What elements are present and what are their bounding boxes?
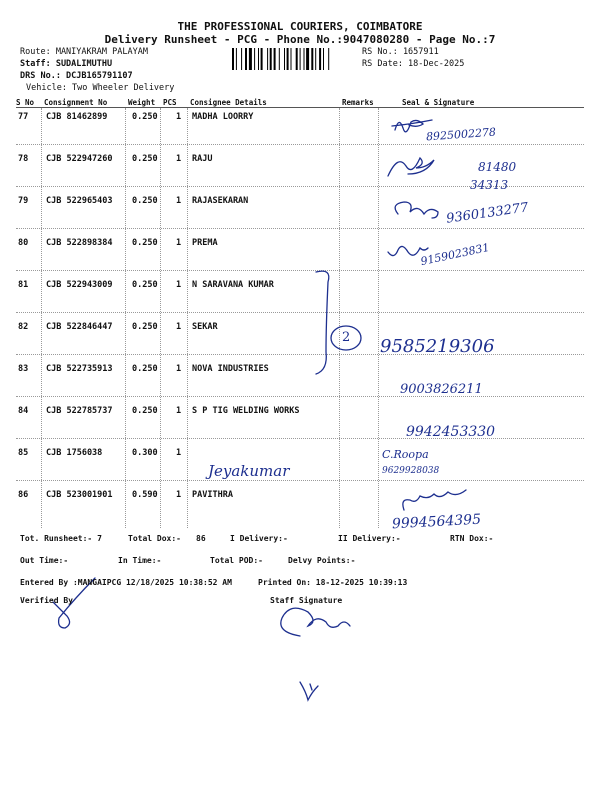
total-pod: Total POD:- xyxy=(210,556,263,565)
route-label: Route: MANIYAKRAM PALAYAM xyxy=(20,47,148,57)
row-weight: 0.250 xyxy=(132,406,158,416)
row-pcs: 1 xyxy=(176,490,182,500)
row-pcs: 1 xyxy=(176,196,182,206)
phone-80: 9159023831 xyxy=(419,240,491,269)
drs-number: DRS No.: DCJB165791107 xyxy=(20,71,133,81)
total-runsheet: Tot. Runsheet:- 7 xyxy=(20,534,102,543)
row-sno: 77 xyxy=(18,112,29,122)
company-title: THE PROFESSIONAL COURIERS, COIMBATORE xyxy=(177,20,423,33)
row-sno: 84 xyxy=(18,406,29,416)
row-sno: 79 xyxy=(18,196,29,206)
row-consignee: N SARAVANA KUMAR xyxy=(192,280,274,290)
row-consignee: PAVITHRA xyxy=(192,490,233,500)
signature-78 xyxy=(388,158,434,176)
total-dox-label: Total Dox:- xyxy=(128,534,181,543)
row-consignee: SEKAR xyxy=(192,322,218,332)
phone-86: 9994564395 xyxy=(391,511,482,533)
remark-85: Jeyakumar xyxy=(208,462,290,480)
stray-mark xyxy=(300,682,318,700)
row-consignment-no: CJB 522735913 xyxy=(46,364,113,374)
row-weight: 0.250 xyxy=(132,154,158,164)
signature-86 xyxy=(403,490,466,510)
row-sno: 78 xyxy=(18,154,29,164)
phone-78a: 81480 xyxy=(478,160,517,174)
col-consignment: Consignment No xyxy=(44,98,108,107)
row-weight: 0.300 xyxy=(132,448,158,458)
phone-77: 8925002278 xyxy=(425,125,497,144)
row-pcs: 1 xyxy=(176,322,182,332)
row-consignee: RAJASEKARAN xyxy=(192,196,249,206)
phone-83: 9003826211 xyxy=(400,382,483,397)
row-consignee: S P TIG WELDING WORKS xyxy=(192,406,300,416)
row-consignment-no: CJB 522846447 xyxy=(46,322,113,332)
rtn-dox: RTN Dox:- xyxy=(450,534,494,543)
phone-79: 9360133277 xyxy=(445,200,530,227)
phone-78b: 34313 xyxy=(470,178,509,192)
row-consignment-no: CJB 522965403 xyxy=(46,196,113,206)
row-pcs: 1 xyxy=(176,406,182,416)
col-sno: S No xyxy=(16,98,35,107)
row-consignee: NOVA INDUSTRIES xyxy=(192,364,269,374)
row-consignment-no: CJB 523001901 xyxy=(46,490,113,500)
row-weight: 0.250 xyxy=(132,364,158,374)
row-consignment-no: CJB 522947260 xyxy=(46,154,113,164)
row-sno: 80 xyxy=(18,238,29,248)
in-time: In Time:- xyxy=(118,556,162,565)
row-pcs: 1 xyxy=(176,154,182,164)
row-consignment-no: CJB 522898384 xyxy=(46,238,113,248)
row-sno: 83 xyxy=(18,364,29,374)
signature-79 xyxy=(395,202,438,218)
printed-on: Printed On: 18-12-2025 10:39:13 xyxy=(258,578,408,587)
col-remarks: Remarks xyxy=(342,98,374,107)
row-sno: 86 xyxy=(18,490,29,500)
row-weight: 0.250 xyxy=(132,112,158,122)
out-time: Out Time:- xyxy=(20,556,69,565)
row-weight: 0.590 xyxy=(132,490,158,500)
ii-delivery: II Delivery:- xyxy=(338,534,401,543)
verified-by-label: Verified By xyxy=(20,596,73,605)
row-pcs: 1 xyxy=(176,280,182,290)
col-pcs: PCS xyxy=(163,98,177,107)
row-weight: 0.250 xyxy=(132,196,158,206)
col-consignee: Consignee Details xyxy=(190,98,267,107)
delvy-points: Delvy Points:- xyxy=(288,556,356,565)
row-weight: 0.250 xyxy=(132,322,158,332)
row-consignment-no: CJB 1756038 xyxy=(46,448,103,458)
col-weight: Weight xyxy=(128,98,156,107)
col-seal-signature: Seal & Signature xyxy=(402,98,475,107)
row-consignment-no: CJB 522785737 xyxy=(46,406,113,416)
row-consignment-no: CJB 81462899 xyxy=(46,112,108,122)
row-consignee: PREMA xyxy=(192,238,218,248)
phone-82: 9585219306 xyxy=(380,336,495,357)
bracket-81-83 xyxy=(316,271,329,374)
phone-85: 9629928038 xyxy=(382,466,440,476)
row-consignee: RAJU xyxy=(192,154,213,164)
staff-label: Staff: SUDALIMUTHU xyxy=(20,59,113,69)
staff-signature-label: Staff Signature xyxy=(270,596,343,605)
row-pcs: 1 xyxy=(176,238,182,248)
rs-date: RS Date: 18-Dec-2025 xyxy=(362,59,465,69)
row-consignee: MADHA LOORRY xyxy=(192,112,254,122)
entered-by: Entered By :MANGAIPCG 12/18/2025 10:38:52 AM xyxy=(20,578,232,587)
vehicle-label: Vehicle: Two Wheeler Delivery xyxy=(26,83,175,93)
i-delivery: I Delivery:- xyxy=(230,534,288,543)
row-sno: 82 xyxy=(18,322,29,332)
row-consignment-no: CJB 522943009 xyxy=(46,280,113,290)
rs-number: RS No.: 1657911 xyxy=(362,47,439,57)
runsheet-title: Delivery Runsheet - PCG - Phone No.:9047080280 - Page No.:7 xyxy=(104,33,496,46)
recipient-name-85: C.Roopa xyxy=(382,448,429,461)
staff-signature-mark xyxy=(281,608,350,636)
phone-84: 9942453330 xyxy=(406,424,496,440)
row-pcs: 1 xyxy=(176,112,182,122)
group-number: 2 xyxy=(342,330,351,345)
total-dox-value: 86 xyxy=(196,534,206,543)
row-sno: 81 xyxy=(18,280,29,290)
row-weight: 0.250 xyxy=(132,238,158,248)
row-pcs: 1 xyxy=(176,364,182,374)
row-sno: 85 xyxy=(18,448,29,458)
row-weight: 0.250 xyxy=(132,280,158,290)
row-pcs: 1 xyxy=(176,448,182,458)
